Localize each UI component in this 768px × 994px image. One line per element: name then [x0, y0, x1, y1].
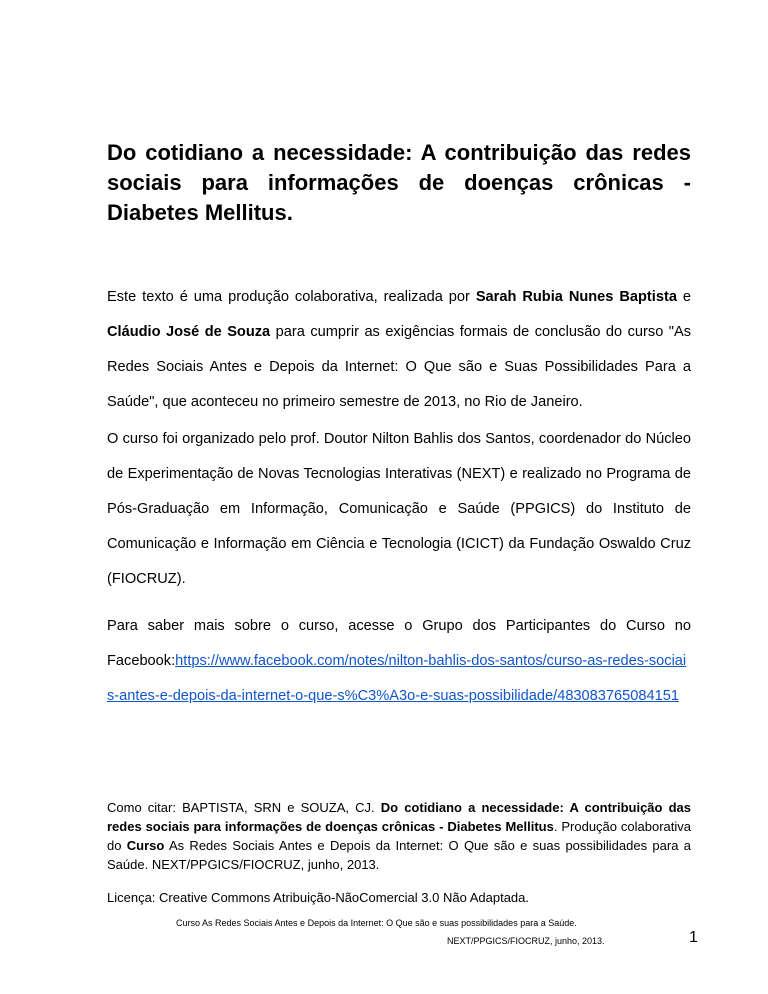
footer-course-line: Curso As Redes Sociais Antes e Depois da Internet: O Que são e suas possibilidades para a Saúde.	[176, 918, 577, 928]
intro-paragraph	[107, 280, 691, 420]
intro-text-1: Este texto é uma produção colaborativa, realizada por	[107, 289, 476, 305]
page-number: 1	[689, 929, 698, 946]
citation-curso: Curso	[126, 838, 165, 853]
intro-text-2: e	[676, 289, 691, 305]
citation-title: Do cotidiano a necessidade: A contribuição das redes sociais para informações de doenças crônicas - Diabetes Mellitus	[107, 800, 691, 834]
license-text: Licença: Creative Commons Atribuição-NãoComercial 3.0 Não Adaptada.	[107, 890, 529, 905]
more-info-paragraph	[107, 609, 691, 714]
course-paragraph: O curso foi organizado pelo prof. Doutor Nilton Bahlis dos Santos, coordenador do Núcleo de Experimentação de Novas Tecnologias Interativas (NEXT) e realizado no Programa de Pós-Graduação em Informação, Comunicação e Saúde (PPGICS) do Instituto de Comunicação e Informação em Ciência e Tecnologia (ICICT) da Fundação Oswaldo Cruz (FIOCRUZ).	[107, 431, 691, 587]
footer-institution-line: NEXT/PPGICS/FIOCRUZ, junho, 2013.	[447, 936, 605, 946]
facebook-link[interactable]: https://www.facebook.com/notes/nilton-bahlis-dos-santos/curso-as-redes-sociais-antes-e-depois-da-internet-o-que-s%C3%A3o-e-suas-possibilidade/483083765084151	[107, 653, 687, 704]
citation-paragraph	[107, 798, 691, 874]
author-name-2: Cláudio José de Souza	[107, 324, 271, 340]
author-name-1: Sarah Rubia Nunes Baptista	[475, 289, 677, 305]
citation-text-2: As Redes Sociais Antes e Depois da Internet: O Que são e suas possibilidades para a Saúde. NEXT/PPGICS/FIOCRUZ, junho, 2013.	[107, 838, 691, 872]
document-title: Do cotidiano a necessidade: A contribuição das redes sociais para informações de doenças crônicas - Diabetes Mellitus.	[107, 140, 691, 225]
intro-text-3: para cumprir as exigências formais de conclusão do curso "As Redes Sociais Antes e Depois da Internet: O Que são e Suas Possibilidades Para a Saúde", que aconteceu no primeiro semestre de 2013, no Rio de Janeiro.	[107, 324, 691, 410]
citation-text-1: . Produção colaborativa do	[107, 819, 691, 853]
more-info-text: Para saber mais sobre o curso, acesse o Grupo dos Participantes do Curso no Facebook:	[107, 618, 691, 669]
citation-prefix: Como citar: BAPTISTA, SRN e SOUZA, CJ.	[107, 800, 381, 815]
